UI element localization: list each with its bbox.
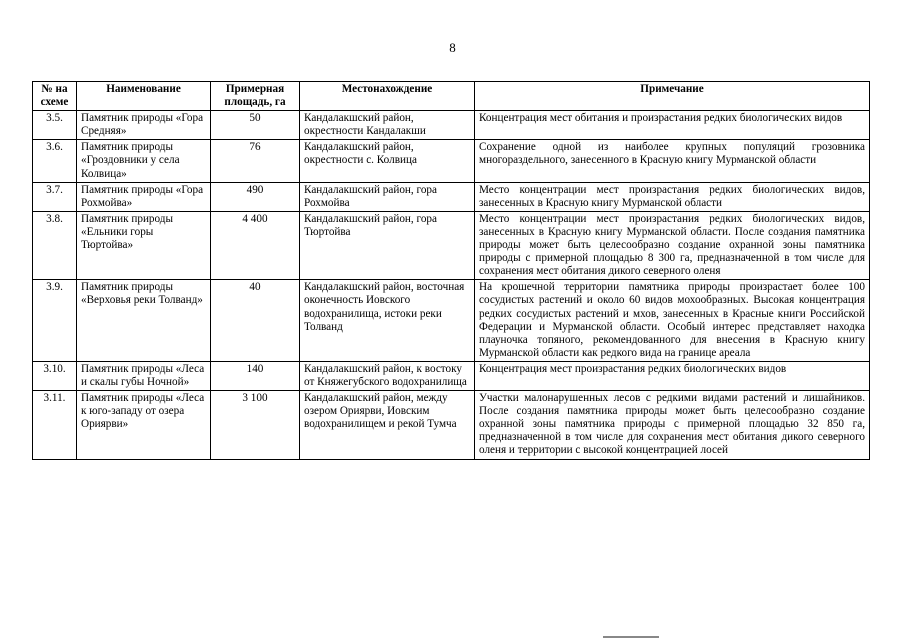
nature-monuments-table: [32, 81, 870, 460]
cell-note: Концентрация мест обитания и произрастания редких биологических видов: [475, 111, 870, 140]
cell-location: Кандалакшский район, гора Тюртойва: [300, 211, 475, 279]
cell-name: Памятник природы «Верховья реки Толванд»: [77, 280, 211, 362]
footer-mark: [603, 636, 659, 638]
table-row: [33, 182, 870, 211]
cell-area: 76: [211, 140, 300, 182]
header-area: Примерная площадь, га: [211, 82, 300, 111]
cell-area: 490: [211, 182, 300, 211]
table-row: [33, 211, 870, 279]
cell-location: Кандалакшский район, восточная оконечность Иовского водохранилища, истоки реки Толванд: [300, 280, 475, 362]
cell-note: На крошечной территории памятника природы произрастает более 100 сосудистых растений и около 60 видов мохообразных. Высокая концентрация редких сосудистых растений и мхов, занесенных в Красные книги Российской Федерации и Мурманской области. Особый интерес представляет находка плауночка топяного, рекомендованного для внесения в Красную книгу Мурманской области как редкого вида на границе ареала: [475, 280, 870, 362]
header-note: Примечание: [475, 82, 870, 111]
cell-location: Кандалакшский район, к востоку от Княжегубского водохранилища: [300, 361, 475, 390]
cell-note: Место концентрации мест произрастания редких биологических видов, занесенных в Красную книгу Мурманской области. После создания памятника природы может быть целесообразно создание охранной зоны памятника природы с примерной площадью 8 300 га, предназначенной в том числе для сохранения мест обитания дикого северного оленя: [475, 211, 870, 279]
cell-num: 3.10.: [33, 361, 77, 390]
cell-name: Памятник природы «Леса к юго-западу от озера Ориярви»: [77, 391, 211, 459]
cell-name: Памятник природы «Леса и скалы губы Ночной»: [77, 361, 211, 390]
cell-num: 3.5.: [33, 111, 77, 140]
cell-num: 3.7.: [33, 182, 77, 211]
cell-location: Кандалакшский район, гора Рохмойва: [300, 182, 475, 211]
cell-area: 3 100: [211, 391, 300, 459]
header-num: № на схеме: [33, 82, 77, 111]
page-number: 8: [449, 40, 456, 55]
cell-area: 40: [211, 280, 300, 362]
table-row: [33, 140, 870, 182]
cell-area: 4 400: [211, 211, 300, 279]
cell-name: Памятник природы «Гора Рохмойва»: [77, 182, 211, 211]
cell-note: Концентрация мест произрастания редких биологических видов: [475, 361, 870, 390]
cell-location: Кандалакшский район, окрестности с. Колвица: [300, 140, 475, 182]
cell-note: Сохранение одной из наиболее крупных популяций грозовника многораздельного, занесенного в Красную книгу Мурманской области: [475, 140, 870, 182]
table-header-row: [33, 82, 870, 111]
table-row: [33, 111, 870, 140]
table-row: [33, 361, 870, 390]
cell-num: 3.11.: [33, 391, 77, 459]
cell-name: Памятник природы «Гора Средняя»: [77, 111, 211, 140]
cell-num: 3.6.: [33, 140, 77, 182]
header-name: Наименование: [77, 82, 211, 111]
cell-location: Кандалакшский район, окрестности Кандалакши: [300, 111, 475, 140]
table-row: [33, 280, 870, 362]
header-location: Местонахождение: [300, 82, 475, 111]
cell-name: Памятник природы «Гроздовники у села Колвица»: [77, 140, 211, 182]
cell-location: Кандалакшский район, между озером Ориярви, Иовским водохранилищем и рекой Тумча: [300, 391, 475, 459]
cell-area: 50: [211, 111, 300, 140]
cell-note: Место концентрации мест произрастания редких биологических видов, занесенных в Красную книгу Мурманской области: [475, 182, 870, 211]
cell-name: Памятник природы «Ельники горы Тюртойва»: [77, 211, 211, 279]
cell-area: 140: [211, 361, 300, 390]
cell-note: Участки малонарушенных лесов с редкими видами растений и лишайников. После создания памятника природы может быть целесообразно создание охранной зоны памятника природы с примерной площадью 32 850 га, предназначенной в том числе для сохранения мест обитания дикого северного оленя и территории с высокой концентрацией лосей: [475, 391, 870, 459]
cell-num: 3.8.: [33, 211, 77, 279]
table-row: [33, 391, 870, 459]
cell-num: 3.9.: [33, 280, 77, 362]
